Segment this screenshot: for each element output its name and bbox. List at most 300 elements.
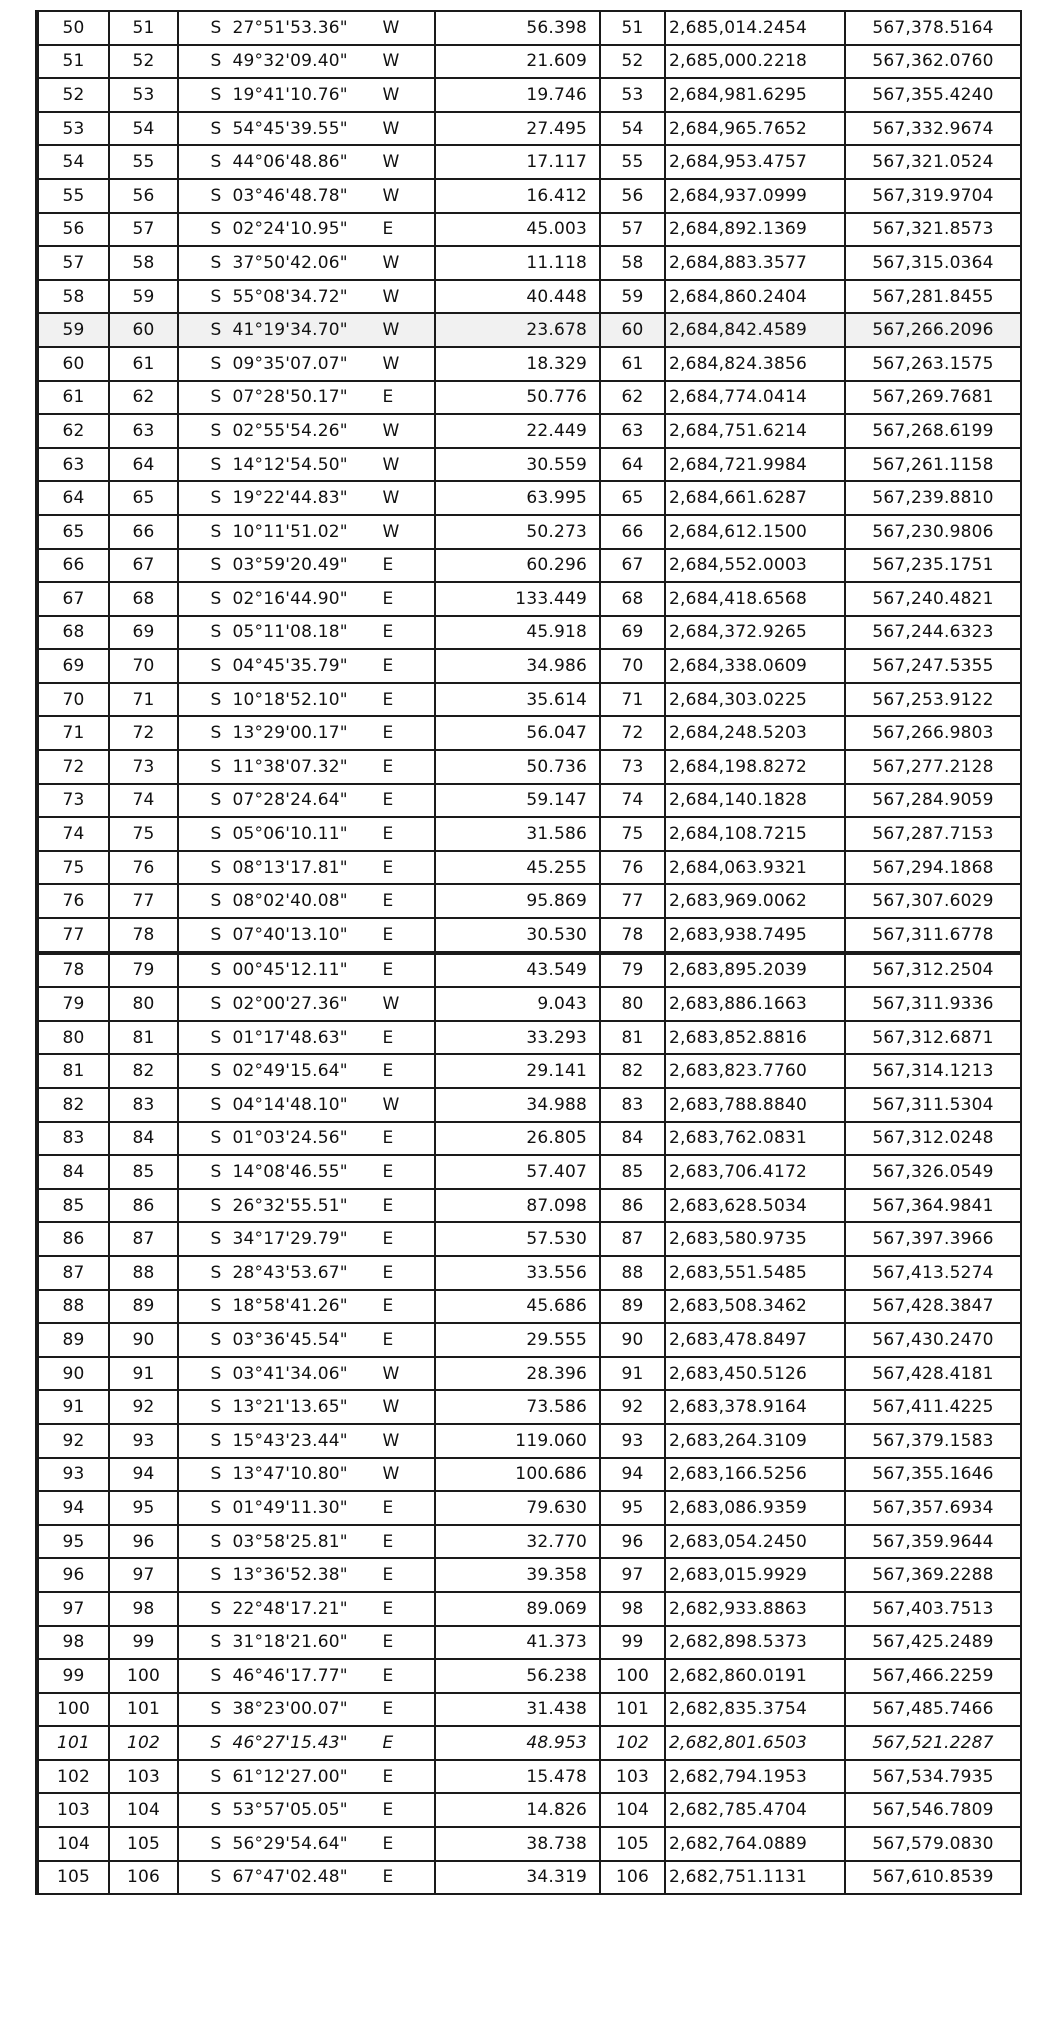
- bearing: [178, 515, 435, 549]
- bearing-quadrant-ew: W: [382, 1363, 400, 1384]
- bearing-quadrant-ns: S: [210, 1430, 222, 1451]
- bearing-quadrant-ew: E: [382, 1632, 394, 1653]
- point-number: 65: [600, 481, 665, 515]
- bearing-quadrant-ns: S: [210, 118, 222, 139]
- point-number: 53: [600, 78, 665, 112]
- table-row: [37, 515, 1021, 549]
- from-station: 55: [37, 179, 109, 213]
- bearing-quadrant-ew: E: [382, 555, 394, 576]
- bearing-quadrant-ns: S: [210, 1565, 222, 1586]
- northing-y: 2,683,969.0062: [665, 884, 845, 918]
- bearing-quadrant-ew: W: [382, 1430, 400, 1451]
- bearing-quadrant-ew: E: [382, 1061, 394, 1082]
- distance: 45.003: [435, 213, 600, 247]
- bearing: [178, 1021, 435, 1055]
- bearing-quadrant-ew: E: [382, 1296, 394, 1317]
- bearing-quadrant-ew: E: [382, 1531, 394, 1552]
- bearing-angle: 10°18'52.10": [232, 689, 348, 710]
- bearing-quadrant-ns: S: [210, 1733, 222, 1754]
- from-station: 81: [37, 1054, 109, 1088]
- bearing-angle: 02°00'27.36": [232, 994, 348, 1015]
- bearing-quadrant-ew: E: [382, 1027, 394, 1048]
- table-row: [37, 313, 1021, 347]
- bearing: [178, 145, 435, 179]
- to-station: 76: [109, 851, 178, 885]
- easting-x: 567,430.2470: [845, 1323, 1021, 1357]
- table-row: [37, 78, 1021, 112]
- distance: 16.412: [435, 179, 600, 213]
- easting-x: 567,321.8573: [845, 213, 1021, 247]
- bearing: [178, 1592, 435, 1626]
- bearing-quadrant-ew: W: [382, 84, 400, 105]
- point-number: 105: [600, 1827, 665, 1861]
- bearing-quadrant-ns: S: [210, 1296, 222, 1317]
- bearing-quadrant-ew: E: [382, 588, 394, 609]
- bearing: [178, 1525, 435, 1559]
- bearing-quadrant-ns: S: [210, 1262, 222, 1283]
- to-station: 70: [109, 649, 178, 683]
- table-row: [37, 1525, 1021, 1559]
- point-number: 63: [600, 414, 665, 448]
- easting-x: 567,312.2504: [845, 953, 1021, 988]
- point-number: 101: [600, 1693, 665, 1727]
- distance: 17.117: [435, 145, 600, 179]
- easting-x: 567,244.6323: [845, 616, 1021, 650]
- easting-x: 567,355.4240: [845, 78, 1021, 112]
- distance: 87.098: [435, 1189, 600, 1223]
- bearing-angle: 46°27'15.43": [232, 1733, 348, 1754]
- bearing-quadrant-ew: W: [382, 1397, 400, 1418]
- bearing: [178, 179, 435, 213]
- bearing: [178, 246, 435, 280]
- to-station: 67: [109, 549, 178, 583]
- easting-x: 567,307.6029: [845, 884, 1021, 918]
- bearing-quadrant-ew: E: [382, 1766, 394, 1787]
- bearing-quadrant-ew: E: [382, 656, 394, 677]
- table-row: [37, 1323, 1021, 1357]
- bearing-quadrant-ew: E: [382, 960, 394, 981]
- bearing-angle: 07°40'13.10": [232, 924, 348, 945]
- bearing-quadrant-ew: E: [382, 1699, 394, 1720]
- distance: 33.556: [435, 1256, 600, 1290]
- northing-y: 2,683,823.7760: [665, 1054, 845, 1088]
- bearing: [178, 313, 435, 347]
- table-row: [37, 1491, 1021, 1525]
- easting-x: 567,355.1646: [845, 1458, 1021, 1492]
- bearing-quadrant-ew: E: [382, 1665, 394, 1686]
- distance: 41.373: [435, 1626, 600, 1660]
- distance: 60.296: [435, 549, 600, 583]
- bearing-quadrant-ns: S: [210, 790, 222, 811]
- point-number: 88: [600, 1256, 665, 1290]
- bearing-quadrant-ew: W: [382, 17, 400, 38]
- northing-y: 2,683,054.2450: [665, 1525, 845, 1559]
- to-station: 79: [109, 953, 178, 988]
- from-station: 60: [37, 347, 109, 381]
- easting-x: 567,610.8539: [845, 1861, 1021, 1895]
- bearing-quadrant-ns: S: [210, 1766, 222, 1787]
- northing-y: 2,684,937.0999: [665, 179, 845, 213]
- point-number: 56: [600, 179, 665, 213]
- bearing: [178, 1290, 435, 1324]
- bearing: [178, 953, 435, 988]
- bearing-quadrant-ew: W: [382, 521, 400, 542]
- easting-x: 567,247.5355: [845, 649, 1021, 683]
- easting-x: 567,281.8455: [845, 280, 1021, 314]
- distance: 23.678: [435, 313, 600, 347]
- bearing-quadrant-ew: E: [382, 857, 394, 878]
- to-station: 66: [109, 515, 178, 549]
- northing-y: 2,683,628.5034: [665, 1189, 845, 1223]
- easting-x: 567,362.0760: [845, 45, 1021, 79]
- point-number: 54: [600, 112, 665, 146]
- distance: 95.869: [435, 884, 600, 918]
- point-number: 82: [600, 1054, 665, 1088]
- bearing: [178, 45, 435, 79]
- from-station: 92: [37, 1424, 109, 1458]
- distance: 45.686: [435, 1290, 600, 1324]
- from-station: 69: [37, 649, 109, 683]
- bearing-angle: 03°59'20.49": [232, 555, 348, 576]
- northing-y: 2,684,063.9321: [665, 851, 845, 885]
- bearing-angle: 03°41'34.06": [232, 1363, 348, 1384]
- bearing-quadrant-ew: E: [382, 689, 394, 710]
- northing-y: 2,683,508.3462: [665, 1290, 845, 1324]
- bearing-quadrant-ns: S: [210, 521, 222, 542]
- table-row: [37, 246, 1021, 280]
- point-number: 81: [600, 1021, 665, 1055]
- bearing-quadrant-ew: E: [382, 891, 394, 912]
- bearing-angle: 10°11'51.02": [232, 521, 348, 542]
- bearing-quadrant-ns: S: [210, 1800, 222, 1821]
- easting-x: 567,312.0248: [845, 1122, 1021, 1156]
- northing-y: 2,683,938.7495: [665, 918, 845, 953]
- bearing-quadrant-ew: E: [382, 1733, 394, 1754]
- distance: 43.549: [435, 953, 600, 988]
- bearing-quadrant-ns: S: [210, 960, 222, 981]
- point-number: 92: [600, 1390, 665, 1424]
- bearing-angle: 05°11'08.18": [232, 622, 348, 643]
- to-station: 96: [109, 1525, 178, 1559]
- from-station: 88: [37, 1290, 109, 1324]
- to-station: 65: [109, 481, 178, 515]
- bearing-quadrant-ns: S: [210, 622, 222, 643]
- to-station: 81: [109, 1021, 178, 1055]
- bearing-quadrant-ns: S: [210, 353, 222, 374]
- bearing-angle: 55°08'34.72": [232, 286, 348, 307]
- distance: 18.329: [435, 347, 600, 381]
- table-row: [37, 616, 1021, 650]
- to-station: 92: [109, 1390, 178, 1424]
- to-station: 71: [109, 683, 178, 717]
- bearing-angle: 01°03'24.56": [232, 1128, 348, 1149]
- to-station: 73: [109, 750, 178, 784]
- bearing: [178, 851, 435, 885]
- bearing-angle: 18°58'41.26": [232, 1296, 348, 1317]
- bearing-angle: 05°06'10.11": [232, 824, 348, 845]
- northing-y: 2,684,860.2404: [665, 280, 845, 314]
- bearing-quadrant-ns: S: [210, 320, 222, 341]
- point-number: 72: [600, 716, 665, 750]
- point-number: 79: [600, 953, 665, 988]
- bearing-angle: 44°06'48.86": [232, 152, 348, 173]
- bearing-quadrant-ew: W: [382, 286, 400, 307]
- table-row: [37, 1290, 1021, 1324]
- bearing-angle: 56°29'54.64": [232, 1833, 348, 1854]
- point-number: 58: [600, 246, 665, 280]
- bearing: [178, 750, 435, 784]
- table-row: [37, 414, 1021, 448]
- from-station: 95: [37, 1525, 109, 1559]
- to-station: 82: [109, 1054, 178, 1088]
- easting-x: 567,294.1868: [845, 851, 1021, 885]
- to-station: 64: [109, 448, 178, 482]
- to-station: 103: [109, 1760, 178, 1794]
- bearing-quadrant-ew: W: [382, 353, 400, 374]
- bearing-quadrant-ns: S: [210, 656, 222, 677]
- to-station: 62: [109, 381, 178, 415]
- from-station: 72: [37, 750, 109, 784]
- from-station: 100: [37, 1693, 109, 1727]
- point-number: 51: [600, 11, 665, 45]
- northing-y: 2,684,248.5203: [665, 716, 845, 750]
- to-station: 53: [109, 78, 178, 112]
- bearing-quadrant-ns: S: [210, 1195, 222, 1216]
- bearing: [178, 1558, 435, 1592]
- bearing-quadrant-ew: E: [382, 1329, 394, 1350]
- survey-traverse-table-sheet: [35, 10, 1019, 1895]
- table-row: [37, 213, 1021, 247]
- point-number: 55: [600, 145, 665, 179]
- bearing: [178, 918, 435, 953]
- northing-y: 2,684,140.1828: [665, 784, 845, 818]
- point-number: 80: [600, 987, 665, 1021]
- table-row: [37, 112, 1021, 146]
- from-station: 103: [37, 1793, 109, 1827]
- easting-x: 567,311.9336: [845, 987, 1021, 1021]
- table-row: [37, 1760, 1021, 1794]
- northing-y: 2,684,372.9265: [665, 616, 845, 650]
- to-station: 100: [109, 1659, 178, 1693]
- easting-x: 567,428.3847: [845, 1290, 1021, 1324]
- bearing-quadrant-ew: E: [382, 824, 394, 845]
- from-station: 79: [37, 987, 109, 1021]
- table-row: [37, 381, 1021, 415]
- bearing-quadrant-ew: W: [382, 51, 400, 72]
- bearing-angle: 34°17'29.79": [232, 1229, 348, 1250]
- from-station: 67: [37, 582, 109, 616]
- from-station: 80: [37, 1021, 109, 1055]
- easting-x: 567,466.2259: [845, 1659, 1021, 1693]
- from-station: 83: [37, 1122, 109, 1156]
- point-number: 99: [600, 1626, 665, 1660]
- bearing-angle: 61°12'27.00": [232, 1766, 348, 1787]
- from-station: 53: [37, 112, 109, 146]
- from-station: 78: [37, 953, 109, 988]
- to-station: 63: [109, 414, 178, 448]
- bearing: [178, 616, 435, 650]
- bearing-quadrant-ns: S: [210, 756, 222, 777]
- to-station: 77: [109, 884, 178, 918]
- to-station: 97: [109, 1558, 178, 1592]
- table-row: [37, 1256, 1021, 1290]
- from-station: 74: [37, 817, 109, 851]
- bearing-quadrant-ew: E: [382, 1598, 394, 1619]
- to-station: 52: [109, 45, 178, 79]
- from-station: 105: [37, 1861, 109, 1895]
- bearing-quadrant-ns: S: [210, 185, 222, 206]
- bearing-quadrant-ns: S: [210, 286, 222, 307]
- bearing: [178, 1861, 435, 1895]
- bearing-quadrant-ew: E: [382, 924, 394, 945]
- table-row: [37, 1558, 1021, 1592]
- point-number: 78: [600, 918, 665, 953]
- table-row: [37, 1626, 1021, 1660]
- northing-y: 2,683,478.8497: [665, 1323, 845, 1357]
- distance: 34.988: [435, 1088, 600, 1122]
- table-row: [37, 1088, 1021, 1122]
- bearing-quadrant-ns: S: [210, 1531, 222, 1552]
- table-row: [37, 1827, 1021, 1861]
- easting-x: 567,403.7513: [845, 1592, 1021, 1626]
- northing-y: 2,683,580.9735: [665, 1222, 845, 1256]
- bearing-quadrant-ew: E: [382, 1262, 394, 1283]
- table-row: [37, 817, 1021, 851]
- bearing-angle: 07°28'24.64": [232, 790, 348, 811]
- to-station: 51: [109, 11, 178, 45]
- northing-y: 2,684,612.1500: [665, 515, 845, 549]
- northing-y: 2,683,886.1663: [665, 987, 845, 1021]
- bearing-angle: 49°32'09.40": [232, 51, 348, 72]
- table-row: [37, 347, 1021, 381]
- bearing-quadrant-ew: W: [382, 118, 400, 139]
- distance: 56.047: [435, 716, 600, 750]
- table-row: [37, 1189, 1021, 1223]
- bearing: [178, 481, 435, 515]
- bearing: [178, 549, 435, 583]
- northing-y: 2,683,706.4172: [665, 1155, 845, 1189]
- bearing: [178, 78, 435, 112]
- to-station: 99: [109, 1626, 178, 1660]
- distance: 56.238: [435, 1659, 600, 1693]
- from-station: 56: [37, 213, 109, 247]
- bearing-quadrant-ns: S: [210, 219, 222, 240]
- bearing-quadrant-ns: S: [210, 1464, 222, 1485]
- point-number: 71: [600, 683, 665, 717]
- from-station: 73: [37, 784, 109, 818]
- bearing: [178, 817, 435, 851]
- northing-y: 2,682,751.1131: [665, 1861, 845, 1895]
- point-number: 62: [600, 381, 665, 415]
- bearing-angle: 19°41'10.76": [232, 84, 348, 105]
- bearing-angle: 38°23'00.07": [232, 1699, 348, 1720]
- northing-y: 2,683,086.9359: [665, 1491, 845, 1525]
- bearing: [178, 1054, 435, 1088]
- bearing-angle: 15°43'23.44": [232, 1430, 348, 1451]
- bearing-quadrant-ns: S: [210, 1397, 222, 1418]
- from-station: 97: [37, 1592, 109, 1626]
- easting-x: 567,321.0524: [845, 145, 1021, 179]
- bearing-quadrant-ns: S: [210, 891, 222, 912]
- bearing: [178, 1323, 435, 1357]
- bearing-angle: 22°48'17.21": [232, 1598, 348, 1619]
- bearing-angle: 13°29'00.17": [232, 723, 348, 744]
- bearing-quadrant-ew: E: [382, 723, 394, 744]
- bearing-angle: 01°17'48.63": [232, 1027, 348, 1048]
- easting-x: 567,326.0549: [845, 1155, 1021, 1189]
- easting-x: 567,534.7935: [845, 1760, 1021, 1794]
- point-number: 74: [600, 784, 665, 818]
- bearing-quadrant-ns: S: [210, 1329, 222, 1350]
- point-number: 89: [600, 1290, 665, 1324]
- table-row: [37, 1054, 1021, 1088]
- table-row: [37, 1390, 1021, 1424]
- bearing-quadrant-ew: E: [382, 1565, 394, 1586]
- point-number: 66: [600, 515, 665, 549]
- traverse-table: [35, 10, 1022, 1895]
- point-number: 59: [600, 280, 665, 314]
- point-number: 103: [600, 1760, 665, 1794]
- northing-y: 2,682,794.1953: [665, 1760, 845, 1794]
- northing-y: 2,683,895.2039: [665, 953, 845, 988]
- bearing-angle: 14°08'46.55": [232, 1161, 348, 1182]
- bearing-angle: 28°43'53.67": [232, 1262, 348, 1283]
- bearing: [178, 1626, 435, 1660]
- northing-y: 2,684,303.0225: [665, 683, 845, 717]
- from-station: 63: [37, 448, 109, 482]
- bearing-quadrant-ns: S: [210, 1363, 222, 1384]
- bearing-quadrant-ew: E: [382, 1229, 394, 1250]
- easting-x: 567,239.8810: [845, 481, 1021, 515]
- bearing-quadrant-ns: S: [210, 689, 222, 710]
- to-station: 74: [109, 784, 178, 818]
- easting-x: 567,314.1213: [845, 1054, 1021, 1088]
- distance: 27.495: [435, 112, 600, 146]
- table-row: [37, 1693, 1021, 1727]
- easting-x: 567,311.6778: [845, 918, 1021, 953]
- from-station: 82: [37, 1088, 109, 1122]
- table-row: [37, 179, 1021, 213]
- point-number: 52: [600, 45, 665, 79]
- northing-y: 2,682,785.4704: [665, 1793, 845, 1827]
- point-number: 85: [600, 1155, 665, 1189]
- distance: 32.770: [435, 1525, 600, 1559]
- table-row: [37, 1726, 1021, 1760]
- bearing-angle: 46°46'17.77": [232, 1665, 348, 1686]
- bearing: [178, 1726, 435, 1760]
- easting-x: 567,277.2128: [845, 750, 1021, 784]
- table-row: [37, 1592, 1021, 1626]
- to-station: 106: [109, 1861, 178, 1895]
- bearing-quadrant-ns: S: [210, 51, 222, 72]
- distance: 89.069: [435, 1592, 600, 1626]
- distance: 11.118: [435, 246, 600, 280]
- to-station: 75: [109, 817, 178, 851]
- table-row: [37, 987, 1021, 1021]
- bearing-angle: 02°55'54.26": [232, 420, 348, 441]
- distance: 30.559: [435, 448, 600, 482]
- bearing-quadrant-ns: S: [210, 1128, 222, 1149]
- table-row: [37, 1122, 1021, 1156]
- northing-y: 2,684,661.6287: [665, 481, 845, 515]
- from-station: 77: [37, 918, 109, 953]
- table-row: [37, 1021, 1021, 1055]
- bearing-angle: 07°28'50.17": [232, 387, 348, 408]
- bearing: [178, 1390, 435, 1424]
- table-row: [37, 750, 1021, 784]
- from-station: 58: [37, 280, 109, 314]
- easting-x: 567,332.9674: [845, 112, 1021, 146]
